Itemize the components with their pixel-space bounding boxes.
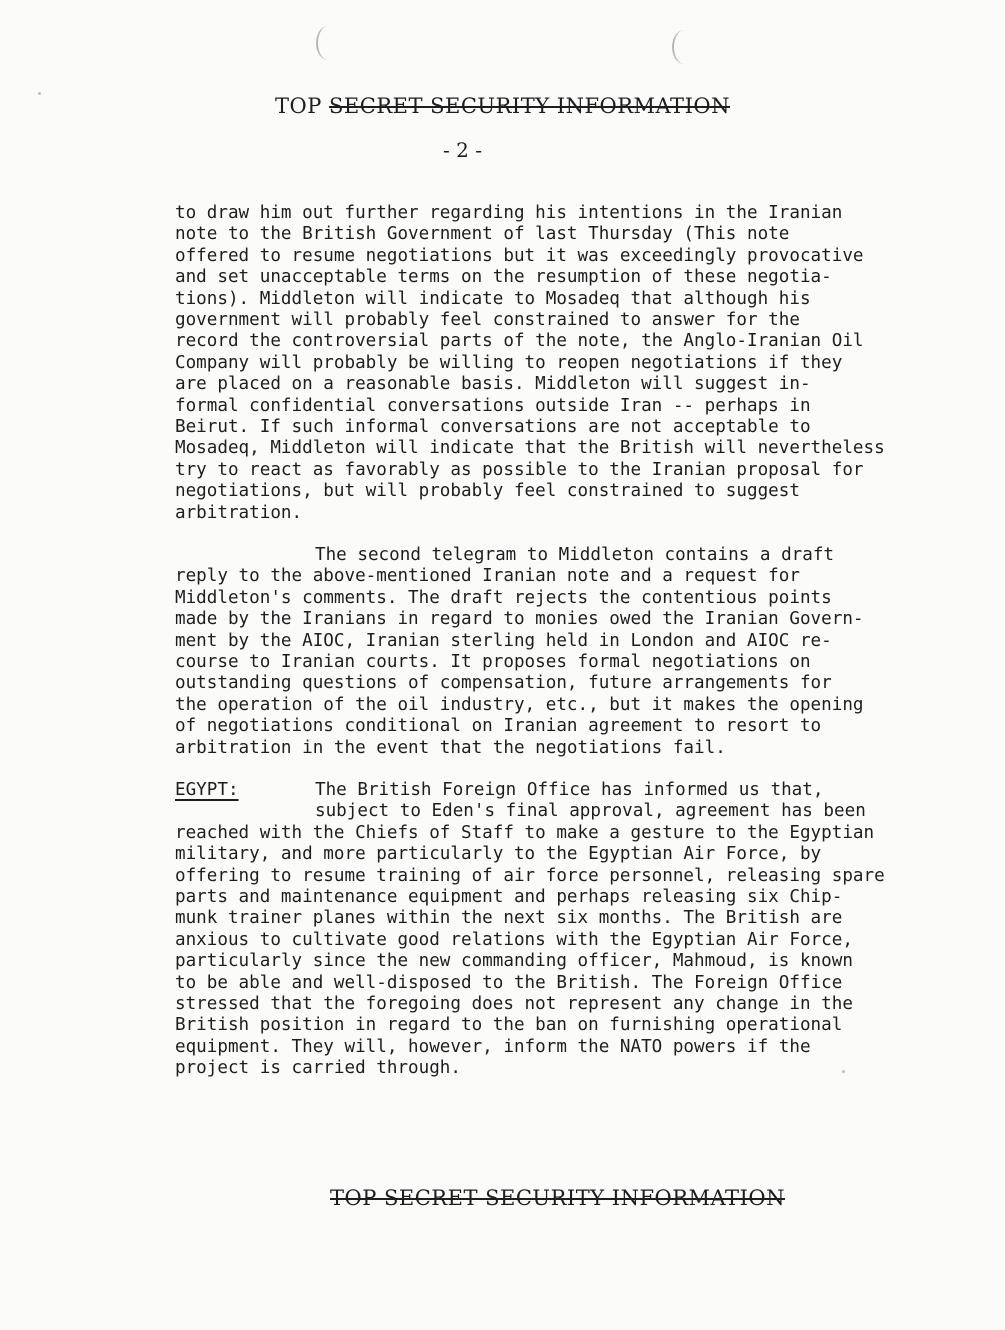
text-line: of negotiations conditional on Iranian agreement to resort to	[175, 716, 822, 737]
text-line: try to react as favorably as possible to the Iranian proposal for	[175, 459, 864, 480]
text-line: The British Foreign Office has informed us that,	[315, 780, 824, 800]
text-line: reply to the above-mentioned Iranian note and a request for	[175, 566, 800, 587]
text-line: made by the Iranians in regard to monies owed the Iranian Govern-	[175, 609, 864, 630]
text-line: Mosadeq, Middleton will indicate that the British will nevertheless	[175, 438, 885, 459]
classification-marking-bottom	[330, 1186, 785, 1210]
text-line: record the controversial parts of the note, the Anglo-Iranian Oil	[175, 331, 864, 352]
text-line: anxious to cultivate good relations with the Egyptian Air Force,	[175, 929, 853, 950]
text-line: government will probably feel constrained to answer for the	[175, 310, 800, 331]
text-line: offered to resume negotiations but it was exceedingly provocative	[175, 245, 864, 266]
text-line: The second telegram to Middleton contains a draft	[315, 545, 835, 565]
text-line: Middleton's comments. The draft rejects the contentious points	[175, 587, 832, 608]
text-line: negotiations, but will probably feel constrained to suggest	[175, 481, 800, 502]
text-line: parts and maintenance equipment and perhaps releasing six Chip-	[175, 887, 843, 908]
paragraph-second-telegram	[175, 545, 905, 759]
page-number: - 2 -	[443, 138, 482, 162]
text-line: Company will probably be willing to reopen negotiations if they	[175, 352, 843, 373]
paragraph-egypt	[175, 780, 905, 1080]
text-line: British position in regard to the ban on furnishing operational	[175, 1015, 843, 1036]
text-line: formal confidential conversations outside Iran -- perhaps in	[175, 395, 811, 416]
text-line: and set unacceptable terms on the resumption of these negotia-	[175, 267, 832, 288]
text-line: to be able and well-disposed to the British. The Foreign Office	[175, 972, 843, 993]
paragraph-iran-middleton	[175, 203, 905, 524]
text-line: outstanding questions of compensation, future arrangements for	[175, 673, 832, 694]
text-line: particularly since the new commanding officer, Mahmoud, is known	[175, 951, 853, 972]
text-line-with-heading	[175, 780, 905, 801]
text-line: equipment. They will, however, inform the NATO powers if the	[175, 1036, 811, 1057]
text-line: arbitration in the event that the negotiations fail.	[175, 737, 726, 758]
text-line: are placed on a reasonable basis. Middleton will suggest in-	[175, 374, 811, 395]
text-line: subject to Eden's final approval, agreement has been	[315, 801, 866, 822]
text-line: to draw him out further regarding his intentions in the Iranian	[175, 203, 843, 223]
text-line: ment by the AIOC, Iranian sterling held in London and AIOC re-	[175, 630, 832, 651]
classification-prefix: TOP	[275, 94, 330, 118]
classification-struck-text: SECRET SECURITY INFORMATION	[329, 94, 730, 118]
text-line: reached with the Chiefs of Staff to make a gesture to the Egyptian	[175, 822, 875, 843]
text-line: Beirut. If such informal conversations are not acceptable to	[175, 417, 811, 438]
text-line: military, and more particularly to the Egyptian Air Force, by	[175, 844, 822, 865]
paper-speck	[38, 92, 41, 95]
text-line: note to the British Government of last Thursday (This note	[175, 224, 790, 245]
text-line: project is carried through.	[175, 1058, 461, 1079]
text-line: stressed that the foregoing does not represent any change in the	[175, 994, 853, 1015]
text-line: tions). Middleton will indicate to Mosadeq that although his	[175, 288, 811, 309]
punch-hole-mark-right	[672, 30, 696, 64]
text-line: offering to resume training of air force personnel, releasing spare	[175, 865, 885, 886]
text-line: arbitration.	[175, 502, 303, 523]
text-line: the operation of the oil industry, etc., but it makes the opening	[175, 694, 864, 715]
section-heading-egypt: EGYPT:	[175, 780, 239, 800]
text-line: course to Iranian courts. It proposes formal negotiations on	[175, 652, 811, 673]
classification-struck-text: TOP SECRET SECURITY INFORMATION	[330, 1186, 785, 1210]
punch-hole-mark-left	[316, 26, 340, 60]
text-line: munk trainer planes within the next six months. The British are	[175, 908, 843, 929]
classification-marking-top	[275, 94, 730, 118]
